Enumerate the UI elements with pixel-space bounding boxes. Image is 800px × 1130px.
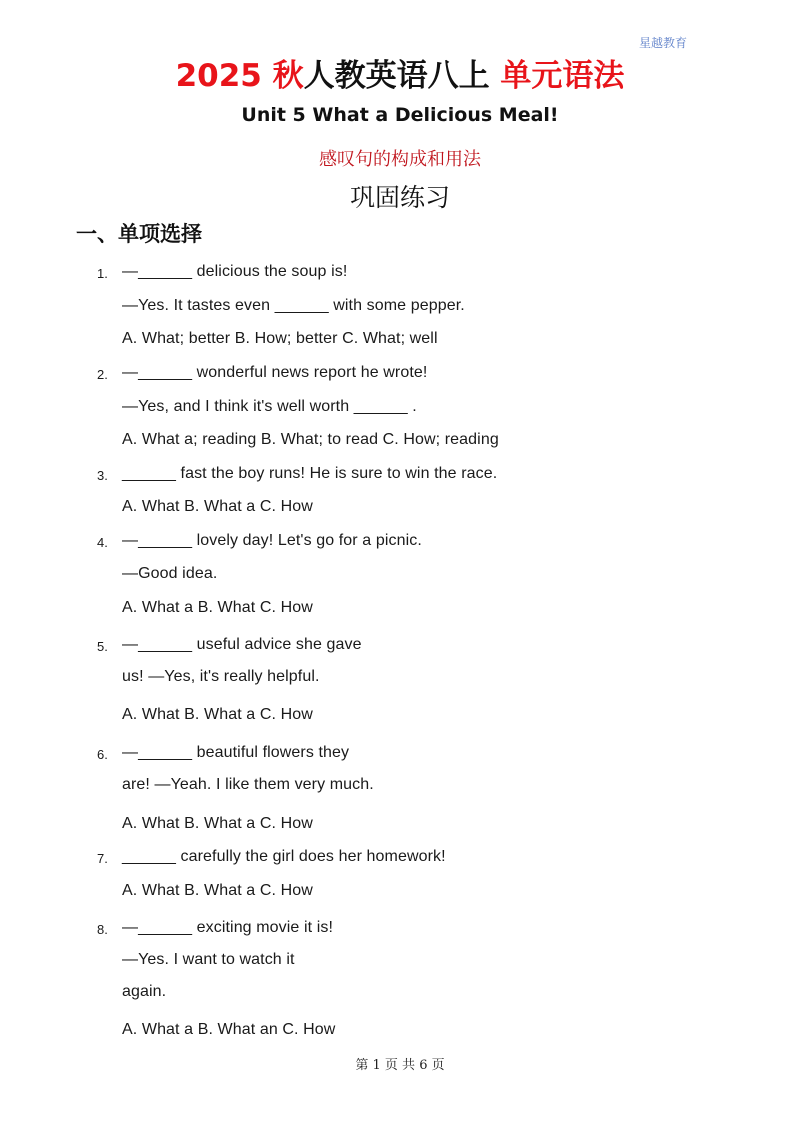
question-number: 2. — [97, 367, 108, 382]
question-line: —______ lovely day! Let's go for a picnic. — [122, 532, 422, 549]
question-line: —Yes. I want to watch it — [122, 951, 295, 968]
question-line: us! —Yes, it's really helpful. — [122, 668, 320, 685]
question-number: 5. — [97, 639, 108, 654]
question-line: —Yes. It tastes even ______ with some pepper. — [122, 297, 465, 314]
question-line: —______ wonderful news report he wrote! — [122, 364, 428, 381]
title-topic: 单元语法 — [489, 58, 625, 94]
question-number: 1. — [97, 266, 108, 281]
answer-options: A. What B. What a C. How — [122, 882, 313, 899]
question-number: 7. — [97, 851, 108, 866]
unit-subtitle: Unit 5 What a Delicious Meal! — [241, 104, 559, 126]
grammar-topic: 感叹句的构成和用法 — [319, 149, 481, 170]
answer-options: A. What B. What a C. How — [122, 815, 313, 832]
question-line: ______ fast the boy runs! He is sure to win the race. — [122, 465, 498, 482]
answer-options: A. What; better B. How; better C. What; well — [122, 330, 438, 347]
section-heading: 一、单项选择 — [76, 222, 202, 246]
question-line: are! —Yeah. I like them very much. — [122, 776, 374, 793]
page-title — [0, 56, 800, 96]
question-line: —______ delicious the soup is! — [122, 263, 348, 280]
question-number: 4. — [97, 535, 108, 550]
question-line: again. — [122, 983, 167, 1000]
answer-options: A. What B. What a C. How — [122, 498, 313, 515]
practice-heading: 巩固练习 — [349, 183, 450, 212]
title-year: 2025 秋 — [175, 58, 304, 94]
answer-options: A. What a B. What an C. How — [122, 1021, 336, 1038]
answer-options: A. What a B. What C. How — [122, 599, 313, 616]
answer-options: A. What B. What a C. How — [122, 706, 313, 723]
title-subject: 人教英语八上 — [303, 58, 490, 94]
question-line: —______ exciting movie it is! — [122, 919, 334, 936]
question-line: —Good idea. — [122, 565, 218, 582]
question-number: 6. — [97, 747, 108, 762]
watermark: 星越教育 — [638, 36, 687, 50]
question-line: —______ useful advice she gave — [122, 636, 362, 653]
question-number: 3. — [97, 468, 108, 483]
page-footer: 第 1 页 共 6 页 — [355, 1058, 445, 1073]
question-number: 8. — [97, 922, 108, 937]
question-line: —______ beautiful flowers they — [122, 744, 350, 761]
question-line: —Yes, and I think it's well worth ______ . — [122, 398, 417, 415]
answer-options: A. What a; reading B. What; to read C. How; reading — [122, 431, 499, 448]
question-line: ______ carefully the girl does her homework! — [122, 848, 446, 865]
